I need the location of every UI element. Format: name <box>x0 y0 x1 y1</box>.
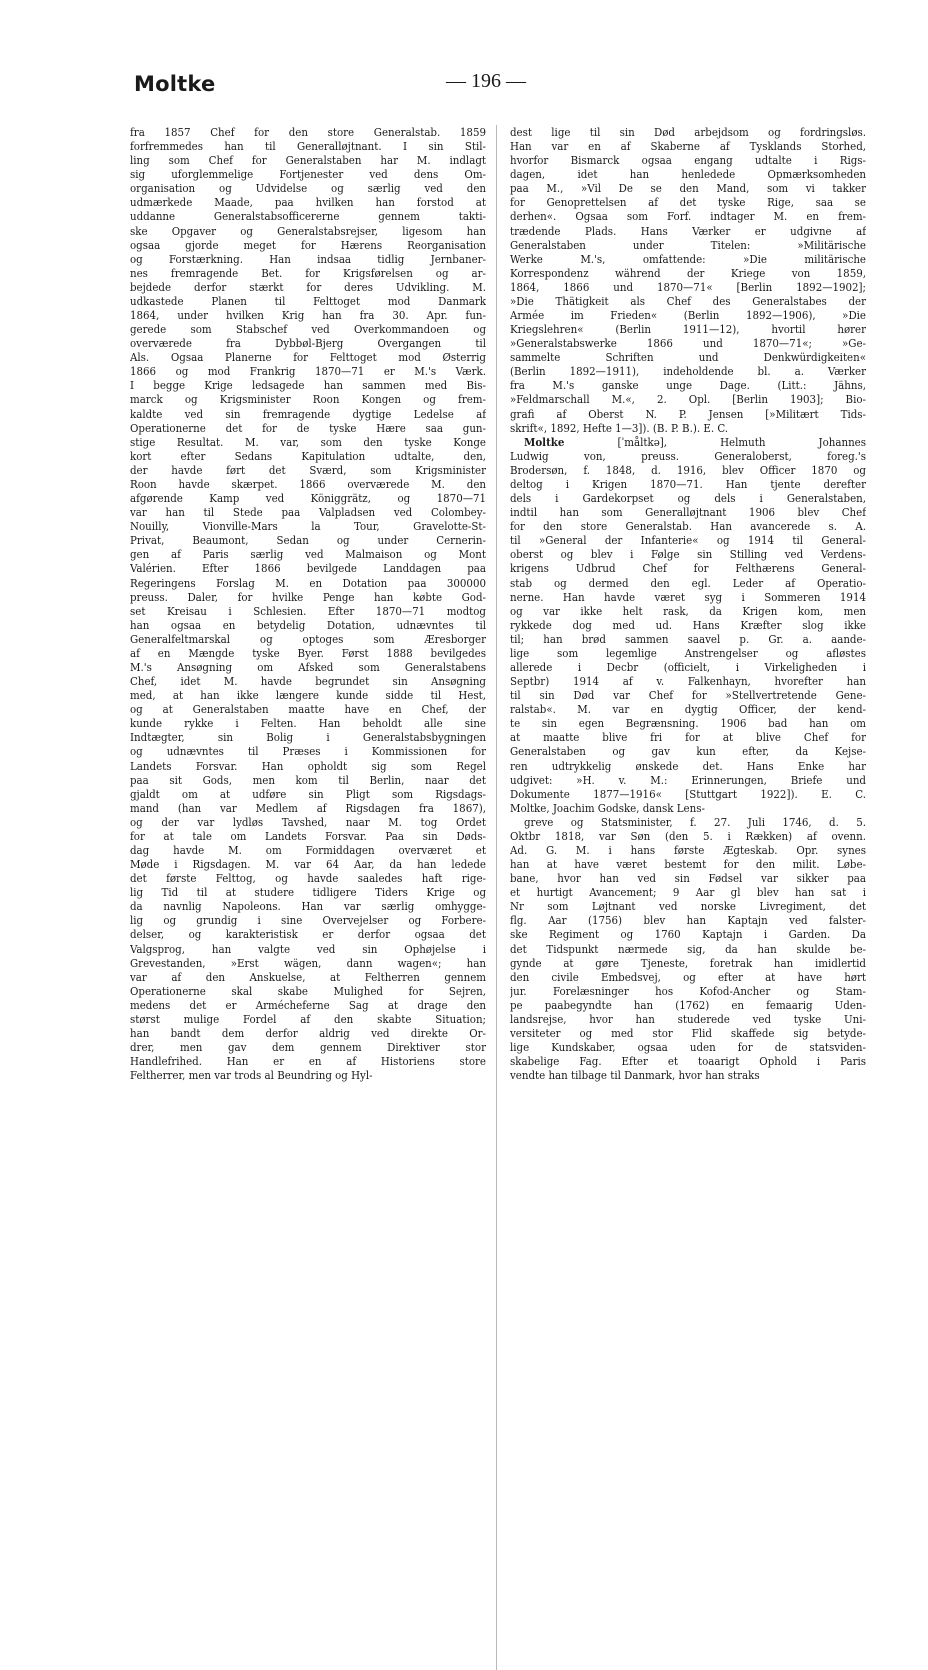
text-line: var han til Stede paa Valpladsen ved Colombey- <box>130 505 486 520</box>
text-line: og at Generalstaben maatte have en Chef, der <box>130 702 486 717</box>
page-number: — 196 — <box>446 70 526 92</box>
text-line: 1864, under hvilken Krig han fra 30. Apr. fun- <box>130 308 486 323</box>
text-line: gerede som Stabschef ved Overkommandoen og <box>130 322 486 337</box>
text-line: af en Mængde tyske Byer. Først 1888 bevilgedes <box>130 645 486 660</box>
text-line: drer, men gav dem gennem Direktiver stor <box>130 1040 486 1055</box>
text-line: lig Tid til at studere tidligere Tiders Krige og <box>130 885 486 900</box>
text-line: lige Kundskaber, ogsaa uden for de statsviden- <box>510 1040 866 1055</box>
left-column <box>130 125 486 1082</box>
text-line: Handlefrihed. Han er en af Historiens store <box>130 1054 486 1069</box>
text-line: Valérien. Efter 1866 bevilgede Landdagen paa <box>130 561 486 576</box>
text-line: stab og dermed den egl. Leder af Operatio- <box>510 575 866 590</box>
text-line: kort efter Sedans Kapitulation udtalte, den, <box>130 448 486 463</box>
text-line: den civile Embedsvej, og efter at have hørt <box>510 969 866 984</box>
text-line: Han var en af Skaberne af Tysklands Storhed, <box>510 139 866 154</box>
text-line: ling som Chef for Generalstaben har M. indlagt <box>130 153 486 168</box>
text-line: dest lige til sin Død arbejdsom og fordringsløs. <box>510 125 866 139</box>
text-line: han ogsaa en betydelig Dotation, udnævntes til <box>130 617 486 632</box>
text-line: indtil han som Generalløjtnant 1906 blev Chef <box>510 505 866 520</box>
text-line: for at tale om Landets Forsvar. Paa sin Døds- <box>130 828 486 843</box>
text-line: landsrejse, hvor han studerede ved tyske Uni- <box>510 1011 866 1026</box>
text-line: Regeringens Forslag M. en Dotation paa 300000 <box>130 575 486 590</box>
text-line: Als. Ogsaa Planerne for Felttoget mod Østerrig <box>130 350 486 365</box>
text-line: og var ikke helt rask, da Krigen kom, men <box>510 603 866 618</box>
text-line: Chef, idet M. havde begrundet sin Ansøgning <box>130 674 486 689</box>
text-line: paa M., »Vil De se den Mand, som vi takker <box>510 181 866 196</box>
text-line: forfremmedes han til Generalløjtnant. I sin Stil- <box>130 139 486 154</box>
text-line: oberst og blev i Følge sin Stilling ved Verdens- <box>510 547 866 562</box>
text-line: lige som legemlige Anstrengelser og afløstes <box>510 645 866 660</box>
text-line: »Die Thätigkeit als Chef des Generalstabes der <box>510 293 866 308</box>
text-line: og udnævntes til Præses i Kommissionen for <box>130 744 486 759</box>
text-line: allerede i Decbr (officielt, i Virkeligheden i <box>510 659 866 674</box>
text-line: paa sit Gods, men kom til Berlin, naar det <box>130 772 486 787</box>
text-line: flg. Aar (1756) blev han Kaptajn ved falster- <box>510 913 866 928</box>
text-line: Møde i Rigsdagen. M. var 64 Aar, da han ledede <box>130 857 486 872</box>
text-line: Ad. G. M. i hans første Ægteskab. Opr. synes <box>510 842 866 857</box>
text-line: delser, og karakteristisk er derfor ogsaa det <box>130 927 486 942</box>
text-line: grafi af Oberst N. P. Jensen [»Militært Tids- <box>510 406 866 421</box>
text-line: (Berlin 1892—1911), indeholdende bl. a. Værker <box>510 364 866 379</box>
text-line: udmærkede Maade, paa hvilken han forstod at <box>130 195 486 210</box>
text-line: udkastede Planen til Felttoget mod Danmark <box>130 293 486 308</box>
text-line: Moltke, Joachim Godske, dansk Lens- <box>510 800 705 815</box>
text-line: Valgsprog, han valgte ved sin Ophøjelse i <box>130 941 486 956</box>
text-line: krigens Udbrud Chef for Felthærens General- <box>510 561 866 576</box>
text-line: gjaldt om at udføre sin Pligt som Rigsdags- <box>130 786 486 801</box>
text-line: et hurtigt Avancement; 9 Aar gl blev han sat i <box>510 885 866 900</box>
text-line: ske Opgaver og Generalstabsrejser, ligesom han <box>130 223 486 238</box>
text-line: Oktbr 1818, var Søn (den 5. i Rækken) af ovenn. <box>510 828 866 843</box>
text-line: 1866 og mod Frankrig 1870—71 er M.'s Værk. <box>130 364 486 379</box>
text-line: Feltherrer, men var trods al Beundring og Hyl- <box>130 1068 373 1083</box>
text-line: nerne. Han havde været syg i Sommeren 1914 <box>510 589 866 604</box>
text-line: Operationerne det for de tyske Hære saa gun- <box>130 420 486 435</box>
text-line: sig uforglemmelige Fortjenester ved dens Om- <box>130 167 486 182</box>
text-line: overværede fra Dybbøl-Bjerg Overgangen til <box>130 336 486 351</box>
text-line: ogsaa gjorde meget for Hærens Reorganisation <box>130 237 486 252</box>
text-line: »Feldmarschall M.«, 2. Opl. [Berlin 1903]; Bio- <box>510 392 866 407</box>
text-line: dagen, idet han henledede Opmærksomheden <box>510 167 866 182</box>
text-line: der havde ført det Sværd, som Krigsminister <box>130 462 486 477</box>
text-line: ske Regiment og 1760 Kaptajn i Garden. Da <box>510 927 866 942</box>
text-line: preuss. Daler, for hvilke Penge han købte God- <box>130 589 486 604</box>
text-line: dels i Gardekorpset og dels i Generalstaben, <box>510 491 866 506</box>
text-line: kunde rykke i Felten. Han beholdt alle sine <box>130 716 486 731</box>
text-line: Generalstaben og gav kun efter, da Kejse- <box>510 744 866 759</box>
text-line: Operationerne skal skabe Mulighed for Sejren, <box>130 983 486 998</box>
text-line: det første Felttog, og havde saaledes haft rige- <box>130 871 486 886</box>
text-line: deltog i Krigen 1870—71. Han tjente derefter <box>510 476 866 491</box>
text-line: trædende Plads. Hans Værker er udgivne af <box>510 223 866 238</box>
text-line: Landets Forsvar. Han opholdt sig som Regel <box>130 758 486 773</box>
text-line: ralstab«. M. var en dygtig Officer, der kend- <box>510 702 866 717</box>
text-line: udgivet: »H. v. M.: Erinnerungen, Briefe und <box>510 772 866 787</box>
text-line: stige Resultat. M. var, som den tyske Konge <box>130 434 486 449</box>
text-line: kaldte ved sin fremragende dygtige Ledelse af <box>130 406 486 421</box>
text-line: Kriegslehren« (Berlin 1911—12), hvortil hører <box>510 322 866 337</box>
text-line: hvorfor Bismarck ogsaa engang udtalte i Rigs- <box>510 153 866 168</box>
text-line: M.'s Ansøgning om Afsked som Generalstabens <box>130 659 486 674</box>
text-line: til sin Død var Chef for »Stellvertretende Gene- <box>510 688 866 703</box>
text-line: mand (han var Medlem af Rigsdagen fra 1867), <box>130 800 486 815</box>
text-line: Septbr) 1914 af v. Falkenhayn, hvorefter han <box>510 674 866 689</box>
text-line: versiteter og med stor Flid skaffede sig betyde- <box>510 1026 866 1040</box>
column-divider <box>496 125 497 1670</box>
text-line: det Tidspunkt nærmede sig, da han skulde be- <box>510 941 866 956</box>
text-line: Moltke [ˈmåltkə], Helmuth Johannes <box>524 434 866 449</box>
text-line: Armée im Frieden« (Berlin 1892—1906), »Die <box>510 308 866 323</box>
text-line: bane, hvor han ved sin Fødsel var sikker paa <box>510 871 866 886</box>
page-header <box>134 68 868 104</box>
text-line: »Generalstabswerke 1866 und 1870—71«; »Ge- <box>510 336 866 351</box>
text-line: gen af Paris særlig ved Malmaison og Mont <box>130 547 486 562</box>
text-line: Werke M.'s, omfattende: »Die militärische <box>510 251 866 266</box>
text-line: Roon havde skærpet. 1866 overværede M. den <box>130 476 486 491</box>
text-line: Nouilly, Vionville-Mars la Tour, Gravelotte-St- <box>130 519 486 534</box>
text-line: med, at han ikke længere kunde sidde til Hest, <box>130 688 486 703</box>
text-line: lig og grundig i sine Overvejelser og Forbere- <box>130 913 486 928</box>
text-line: ren udtrykkelig ønskede det. Hans Enke har <box>510 758 866 773</box>
text-line: han at have været bestemt for den milit. Løbe- <box>510 857 866 872</box>
text-line: fra M.'s ganske unge Dage. (Litt.: Jähns, <box>510 378 866 393</box>
text-line: Brodersøn, f. 1848, d. 1916, blev Officer 1870 og <box>510 462 866 477</box>
text-line: Nr som Løjtnant ved norske Livregiment, det <box>510 899 866 914</box>
text-line: set Kreisau i Schlesien. Efter 1870—71 modtog <box>130 603 486 618</box>
text-line: og der var lydløs Tavshed, naar M. tog Ordet <box>130 814 486 829</box>
entry-headword: Moltke <box>524 434 565 449</box>
text-line: Korrespondenz während der Kriege von 1859, <box>510 265 866 280</box>
text-line: til; han brød sammen saavel p. Gr. a. aande- <box>510 631 866 646</box>
text-line: størst mulige Fordel af den skabte Situation; <box>130 1011 486 1026</box>
text-line: vendte han tilbage til Danmark, hvor han straks <box>510 1068 760 1083</box>
running-headword: Moltke <box>134 72 216 96</box>
text-line: pe paabegyndte han (1762) en femaarig Uden- <box>510 997 866 1012</box>
text-line: for den store Generalstab. Han avancerede s. A. <box>510 519 866 534</box>
text-line: sammelte Schriften und Denkwürdigkeiten« <box>510 350 866 365</box>
text-line: nes fremragende Bet. for Krigsførelsen og ar- <box>130 265 486 280</box>
text-line: jur. Forelæsninger hos Kofod-Ancher og Stam- <box>510 983 866 998</box>
text-line: marck og Krigsminister Roon Kongen og frem- <box>130 392 486 407</box>
right-column <box>510 125 866 1082</box>
text-line: Grevestanden, »Erst wägen, dann wagen«; han <box>130 955 486 970</box>
text-line: og Forstærkning. Han indsaa tidlig Jernbaner- <box>130 251 486 266</box>
text-line: fra 1857 Chef for den store Generalstab. 1859 <box>130 125 486 139</box>
text-line: derhen«. Ogsaa som Forf. indtager M. en frem- <box>510 209 866 224</box>
text-line: han bandt dem derfor aldrig ved direkte Or- <box>130 1026 486 1040</box>
text-line: skrift«, 1892, Hefte 1—3]). (B. P. B.). E. C. <box>510 420 729 435</box>
text-line: Privat, Beaumont, Sedan og under Cernerin- <box>130 533 486 548</box>
text-line: 1864, 1866 und 1870—71« [Berlin 1892—1902]; <box>510 279 866 294</box>
text-line: rykkede dog med ud. Hans Kræfter slog ikke <box>510 617 866 632</box>
text-line: Generalstaben under Titelen: »Militärische <box>510 237 866 252</box>
text-line: bejdede derfor stærkt for deres Udvikling. M. <box>130 279 486 294</box>
text-line: organisation og Udvidelse og særlig ved den <box>130 181 486 196</box>
text-line: da navnlig Napoleons. Han var særlig omhygge- <box>130 899 486 914</box>
text-line: Dokumente 1877—1916« [Stuttgart 1922]). E. C. <box>510 786 866 801</box>
text-line: at maatte blive fri for at blive Chef for <box>510 730 866 745</box>
text-line: medens det er Armécheferne Sag at drage den <box>130 997 486 1012</box>
text-line: I begge Krige ledsagede han sammen med Bis- <box>130 378 486 393</box>
text-line: uddanne Generalstabsofficererne gennem takti- <box>130 209 486 224</box>
text-line: Ludwig von, preuss. Generaloberst, foreg.'s <box>510 448 866 463</box>
text-line: dag havde M. om Formiddagen overværet et <box>130 842 486 857</box>
text-line: Generalfeltmarskal og optoges som Æresborger <box>130 631 486 646</box>
text-line: var af den Anskuelse, at Feltherren gennem <box>130 969 486 984</box>
text-line: skabelige Fag. Efter et toaarigt Ophold i Paris <box>510 1054 866 1069</box>
text-line: afgørende Kamp ved Königgrätz, og 1870—71 <box>130 491 486 506</box>
text-line: greve og Statsminister, f. 27. Juli 1746, d. 5. <box>524 814 866 829</box>
text-line: for Genoprettelsen af det tyske Rige, saa se <box>510 195 866 210</box>
text-line: te sin egen Begrænsning. 1906 bad han om <box>510 716 866 731</box>
text-line: til »General der Infanterie« og 1914 til General- <box>510 533 866 548</box>
text-line: Indtægter, sin Bolig i Generalstabsbygningen <box>130 730 486 745</box>
text-line: gynde at gøre Tjeneste, foretrak han imidlertid <box>510 955 866 970</box>
